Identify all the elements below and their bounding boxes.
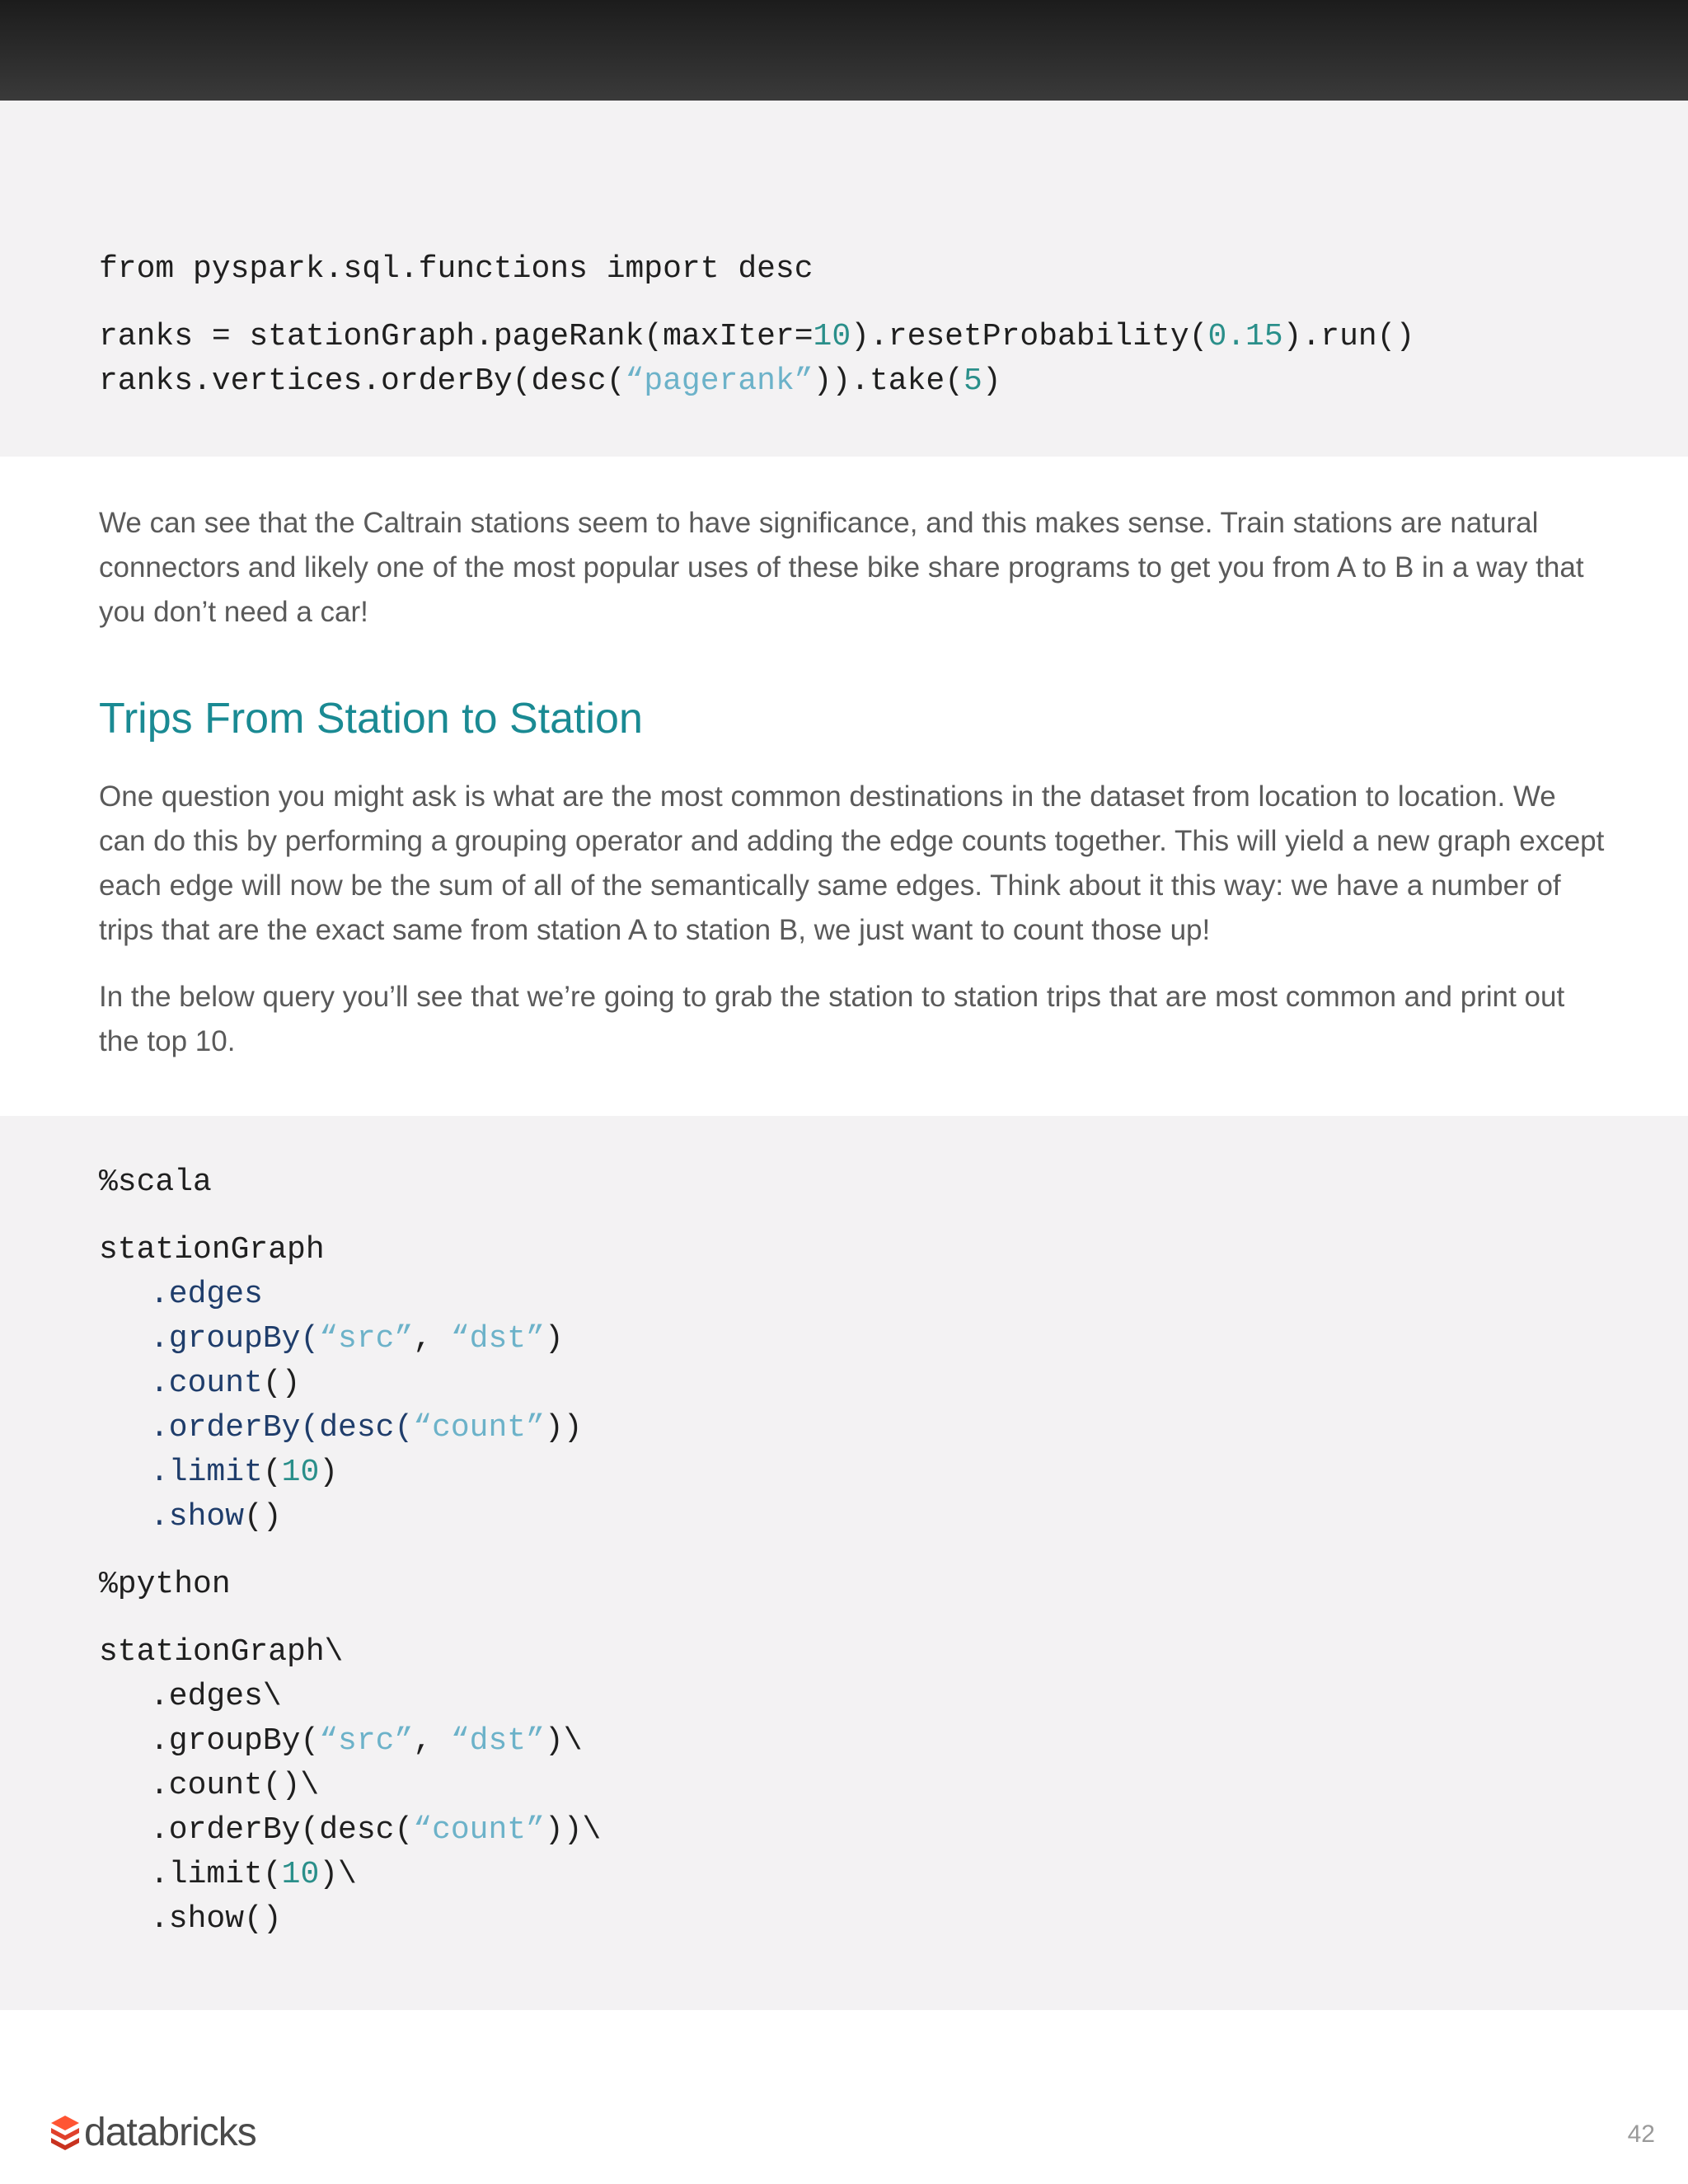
code-line: .orderBy(desc(“count”))\	[150, 1812, 602, 1848]
code-line: .groupBy(“src”, “dst”)	[150, 1321, 564, 1357]
code-line-scala-magic: %scala	[99, 1165, 212, 1200]
paragraph-caltrain: We can see that the Caltrain stations seem to have significance, and this makes sense. Train stations are natural connectors and likely one of the most popular uses of these bike share programs to get you from A to B in a way that you don’t need a car!	[99, 507, 1584, 628]
paragraph-grouping: One question you might ask is what are the most common destinations in the dataset from location to location. We can do this by performing a grouping operator and adding the edge counts together. This will yield a new graph except each edge will now be the sum of all of the semantically same edges. Think about it this way: we have a number of trips that are the exact same from station A to station B, we just want to count those up!	[99, 780, 1605, 946]
paragraph-query: In the below query you’ll see that we’re going to grab the station to station trips that are most common and print out the top 10.	[99, 981, 1565, 1057]
code-line: .orderBy(desc(“count”))	[150, 1410, 583, 1446]
logo-wordmark: databricks	[84, 2110, 256, 2154]
code-line: .edges	[150, 1277, 263, 1312]
code-block-edges	[0, 1116, 1688, 2010]
databricks-logo	[49, 2107, 256, 2157]
code-line: stationGraph\	[99, 1634, 344, 1670]
code-line: .limit(10)\	[150, 1857, 357, 1892]
code-line: .edges\	[150, 1679, 282, 1714]
code-line: .groupBy(“src”, “dst”)\	[150, 1723, 583, 1759]
code-line: .limit(10)	[150, 1455, 339, 1490]
header-banner	[0, 0, 1688, 101]
code-line: .count()	[150, 1366, 301, 1401]
code-line: .count()\	[150, 1768, 320, 1803]
code-line: .show()	[150, 1499, 282, 1535]
section-heading: Trips From Station to Station	[99, 695, 643, 743]
code-line: from pyspark.sql.functions import desc	[99, 251, 814, 287]
code-content	[99, 1160, 602, 2006]
code-block-pagerank	[0, 101, 1688, 457]
databricks-logo-icon	[49, 2114, 81, 2150]
code-line: .show()	[150, 1901, 282, 1937]
code-line: ranks.vertices.orderBy(desc(“pagerank”)).take(5)	[99, 363, 1001, 399]
code-content	[99, 247, 1415, 470]
code-line: ranks = stationGraph.pageRank(maxIter=10).resetProbability(0.15).run()	[99, 319, 1415, 354]
page-number: 42	[1627, 2121, 1655, 2148]
code-line: stationGraph	[99, 1232, 325, 1268]
code-line-python-magic: %python	[99, 1567, 231, 1602]
